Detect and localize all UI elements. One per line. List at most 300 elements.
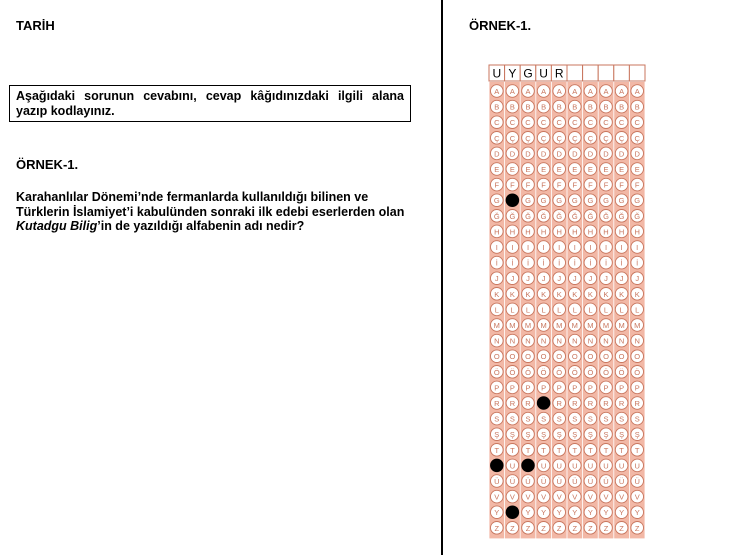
bubble-letter: Ğ	[587, 211, 594, 221]
instruction-box: Aşağıdaki sorunun cevabını, cevap kâğıdınızdaki ilgili alana yazıp kodlayınız.	[9, 85, 411, 122]
bubble-letter: L	[588, 305, 593, 315]
filled-bubble[interactable]	[522, 459, 535, 472]
bubble-letter: Ğ	[540, 211, 547, 221]
bubble-letter: Ğ	[618, 211, 625, 221]
bubble-letter: Y	[572, 508, 578, 518]
bubble-letter: İ	[636, 258, 639, 268]
bubble-letter: Ö	[618, 367, 625, 377]
bubble-letter: Y	[619, 508, 625, 518]
answer-grid	[443, 0, 734, 555]
bubble-letter: O	[493, 352, 500, 362]
bubble-letter: E	[572, 165, 578, 174]
bubble-letter: R	[603, 399, 609, 408]
bubble-letter: P	[509, 383, 515, 393]
bubble-letter: O	[603, 352, 609, 362]
bubble-letter: J	[541, 274, 546, 284]
question-text-start: Karahanlılar Dönemi’nde fermanlarda kullanıldığı bilinen ve Türklerin İslamiyet’i kabulünden sonraki ilk edebi eserlerden olan	[16, 190, 405, 219]
bubble-letter: Ü	[603, 477, 609, 486]
bubble-letter: Ö	[493, 367, 500, 377]
bubble-letter: P	[603, 383, 609, 393]
bubble-letter: F	[556, 180, 562, 190]
bubble-letter: K	[509, 289, 515, 299]
bubble-letter: B	[572, 102, 578, 112]
bubble-letter: R	[509, 399, 516, 408]
bubble-letter: L	[525, 305, 531, 315]
bubble-letter: U	[572, 461, 578, 471]
bubble-letter: C	[525, 118, 531, 128]
bubble-letter: Z	[556, 523, 562, 533]
bubble-letter: P	[556, 383, 562, 393]
bubble-letter: D	[494, 149, 500, 159]
bubble-letter: Ç	[509, 133, 516, 143]
bubble-letter: N	[509, 336, 516, 346]
bubble-letter: N	[494, 336, 500, 346]
bubble-letter: D	[525, 149, 531, 159]
bubble-letter: J	[572, 274, 577, 284]
bubble-letter: O	[525, 352, 531, 362]
answer-box-letter: U	[492, 66, 502, 81]
bubble-letter: I	[604, 243, 608, 252]
bubble-letter: Ö	[525, 367, 531, 377]
bubble-letter: Ğ	[525, 211, 531, 221]
bubble-letter: C	[587, 118, 594, 128]
bubble-letter: Y	[556, 508, 562, 518]
bubble-letter: R	[618, 399, 625, 408]
bubble-letter: C	[572, 118, 578, 128]
bubble-letter: C	[556, 118, 562, 128]
bubble-letter: L	[603, 305, 609, 315]
bubble-letter: Ş	[587, 430, 593, 440]
bubble-letter: G	[525, 196, 531, 206]
bubble-letter: İ	[526, 258, 530, 268]
bubble-letter: N	[603, 336, 609, 346]
bubble-letter: M	[556, 321, 563, 330]
question-text	[16, 190, 416, 234]
bubble-letter: P	[541, 383, 547, 393]
bubble-letter: Ü	[509, 477, 516, 486]
bubble-letter: Ü	[525, 477, 531, 486]
bubble-letter: M	[571, 321, 578, 330]
bubble-letter: V	[587, 492, 593, 502]
bubble-letter: Ş	[509, 430, 515, 440]
bubble-letter: F	[603, 180, 609, 190]
bubble-letter: D	[587, 149, 594, 159]
bubble-letter: Z	[588, 523, 593, 533]
answer-box-letter: G	[523, 66, 533, 81]
bubble-letter: Ş	[494, 430, 500, 440]
bubble-letter: Ç	[603, 133, 609, 143]
bubble-letter: U	[556, 461, 562, 471]
bubble-letter: S	[541, 414, 547, 424]
bubble-letter: P	[619, 383, 625, 393]
bubble-letter: Ö	[634, 367, 641, 377]
bubble-letter: K	[634, 289, 640, 299]
bubble-letter: G	[540, 196, 547, 206]
answer-box	[614, 65, 630, 81]
bubble-letter: B	[509, 102, 515, 112]
bubble-letter: Ö	[571, 367, 578, 377]
bubble-letter: N	[587, 336, 594, 346]
bubble-letter: K	[525, 289, 531, 299]
answer-box-letter: Y	[508, 66, 517, 81]
bubble-letter: Ü	[587, 477, 594, 486]
bubble-letter: B	[494, 102, 500, 112]
bubble-letter: A	[556, 87, 562, 96]
bubble-letter: G	[618, 196, 625, 206]
bubble-letter: S	[525, 414, 531, 424]
bubble-letter: O	[587, 352, 594, 362]
filled-bubble[interactable]	[537, 397, 550, 410]
bubble-letter: T	[494, 445, 500, 455]
bubble-letter: T	[588, 445, 593, 455]
bubble-letter: V	[603, 492, 609, 502]
bubble-letter: Ü	[494, 477, 500, 486]
bubble-letter: P	[587, 383, 593, 393]
bubble-letter: R	[556, 399, 562, 408]
bubble-letter: I	[573, 243, 576, 252]
bubble-letter: G	[587, 196, 594, 206]
bubble-letter: V	[556, 492, 562, 502]
bubble-letter: P	[634, 383, 640, 393]
bubble-letter: T	[619, 445, 624, 455]
bubble-letter: A	[603, 87, 609, 96]
bubble-letter: L	[635, 305, 640, 315]
bubble-letter: Z	[572, 523, 578, 533]
bubble-letter: C	[618, 118, 625, 128]
bubble-letter: S	[587, 414, 593, 424]
bubble-letter: Z	[510, 523, 515, 533]
bubble-letter: Z	[603, 523, 609, 533]
bubble-letter: C	[603, 118, 609, 128]
example-title-left: ÖRNEK-1.	[16, 157, 79, 172]
bubble-letter: N	[525, 336, 531, 346]
bubble-letter: L	[494, 305, 499, 315]
bubble-letter: G	[556, 196, 563, 206]
bubble-letter: M	[540, 321, 547, 330]
bubble-letter: K	[603, 289, 609, 299]
answer-box	[567, 65, 583, 81]
bubble-letter: M	[602, 321, 610, 330]
bubble-letter: J	[604, 274, 608, 284]
bubble-letter: İ	[558, 258, 561, 268]
bubble-letter: M	[634, 321, 641, 330]
bubble-letter: J	[526, 274, 530, 284]
bubble-letter: T	[541, 445, 546, 455]
bubble-letter: Ğ	[493, 211, 500, 221]
bubble-letter: Ç	[494, 133, 500, 143]
bubble-letter: E	[525, 165, 531, 174]
bubble-letter: İ	[495, 258, 498, 268]
subject-title: TARİH	[16, 18, 55, 33]
bubble-letter: K	[556, 289, 562, 299]
bubble-letter: S	[556, 414, 562, 424]
bubble-letter: N	[618, 336, 625, 346]
bubble-letter: V	[634, 492, 640, 502]
bubble-letter: H	[603, 227, 609, 237]
bubble-letter: İ	[620, 258, 623, 268]
bubble-letter: S	[619, 414, 625, 424]
bubble-letter: E	[509, 165, 515, 174]
bubble-letter: Y	[525, 508, 531, 518]
bubble-letter: M	[493, 321, 500, 330]
bubble-letter: O	[556, 352, 563, 362]
bubble-letter: J	[494, 274, 499, 284]
bubble-letter: Ö	[540, 367, 547, 377]
bubble-letter: H	[556, 227, 562, 237]
bubble-letter: K	[572, 289, 578, 299]
bubble-letter: H	[572, 227, 578, 237]
answer-box	[629, 65, 645, 81]
bubble-letter: F	[510, 180, 515, 190]
bubble-letter: P	[572, 383, 578, 393]
bubble-letter: R	[494, 399, 500, 408]
bubble-letter: D	[634, 149, 640, 159]
bubble-letter: I	[526, 243, 530, 252]
bubble-letter: O	[540, 352, 547, 362]
bubble-letter: T	[556, 445, 562, 455]
bubble-letter: M	[524, 321, 532, 330]
bubble-letter: J	[510, 274, 515, 284]
bubble-letter: Ö	[587, 367, 594, 377]
bubble-letter: Y	[587, 508, 593, 518]
bubble-letter: Ç	[525, 133, 531, 143]
answer-box	[598, 65, 614, 81]
bubble-letter: Y	[634, 508, 640, 518]
bubble-letter: M	[618, 321, 625, 330]
bubble-letter: D	[572, 149, 578, 159]
bubble-letter: Y	[541, 508, 547, 518]
bubble-letter: H	[618, 227, 625, 237]
bubble-letter: T	[525, 445, 531, 455]
bubble-letter: E	[603, 165, 609, 174]
bubble-letter: Ö	[509, 367, 516, 377]
bubble-letter: S	[603, 414, 609, 424]
bubble-letter: E	[541, 165, 547, 174]
bubble-letter: S	[494, 414, 500, 424]
bubble-letter: Y	[494, 508, 500, 518]
bubble-letter: F	[494, 180, 500, 190]
bubble-letter: Ü	[572, 477, 578, 486]
bubble-letter: Ğ	[634, 211, 641, 221]
bubble-letter: R	[587, 399, 594, 408]
bubble-letter: H	[540, 227, 547, 237]
filled-bubble[interactable]	[506, 194, 519, 207]
bubble-letter: D	[540, 149, 547, 159]
bubble-letter: I	[511, 243, 514, 252]
bubble-letter: J	[635, 274, 640, 284]
bubble-letter: E	[587, 165, 593, 174]
bubble-letter: F	[588, 180, 593, 190]
bubble-letter: H	[494, 227, 500, 237]
bubble-letter: F	[634, 180, 640, 190]
bubble-letter: İ	[511, 258, 514, 268]
bubble-letter: E	[634, 165, 640, 174]
bubble-letter: Ğ	[603, 211, 609, 221]
bubble-letter: J	[588, 274, 593, 284]
bubble-letter: C	[634, 118, 640, 128]
bubble-letter: J	[619, 274, 624, 284]
bubble-letter: Z	[541, 523, 546, 533]
bubble-letter: I	[636, 243, 639, 252]
bubble-letter: H	[587, 227, 594, 237]
bubble-letter: İ	[589, 258, 592, 268]
bubble-letter: U	[509, 461, 516, 471]
bubble-letter: Ö	[603, 367, 609, 377]
bubble-letter: N	[572, 336, 578, 346]
bubble-letter: A	[525, 87, 531, 96]
filled-bubble[interactable]	[506, 506, 519, 519]
bubble-letter: F	[525, 180, 531, 190]
bubble-letter: D	[509, 149, 516, 159]
bubble-letter: İ	[573, 258, 576, 268]
bubble-letter: A	[509, 87, 515, 96]
bubble-letter: Ü	[618, 477, 625, 486]
bubble-letter: G	[571, 196, 578, 206]
bubble-letter: R	[572, 399, 578, 408]
answer-box-letter: R	[554, 66, 564, 81]
bubble-letter: Ç	[618, 133, 625, 143]
bubble-letter: Ü	[540, 477, 547, 486]
bubble-letter: C	[494, 118, 500, 128]
bubble-letter: D	[603, 149, 609, 159]
bubble-letter: K	[619, 289, 625, 299]
bubble-letter: U	[587, 461, 594, 471]
bubble-letter: T	[510, 445, 515, 455]
bubble-letter: Z	[494, 523, 500, 533]
bubble-letter: A	[587, 87, 593, 96]
bubble-letter: T	[572, 445, 578, 455]
bubble-letter: C	[509, 118, 516, 128]
bubble-letter: B	[525, 102, 531, 112]
bubble-letter: G	[493, 196, 500, 206]
bubble-letter: Z	[634, 523, 640, 533]
bubble-letter: U	[618, 461, 625, 471]
bubble-letter: E	[556, 165, 562, 174]
bubble-letter: Ç	[540, 133, 547, 143]
bubble-letter: N	[556, 336, 562, 346]
bubble-letter: I	[589, 243, 592, 252]
bubble-letter: O	[634, 352, 641, 362]
book-title: Kutadgu Bilig	[16, 219, 98, 233]
bubble-letter: N	[540, 336, 547, 346]
bubble-letter: Ü	[556, 477, 562, 486]
bubble-letter: V	[619, 492, 625, 502]
bubble-letter: G	[603, 196, 609, 206]
bubble-letter: Z	[525, 523, 531, 533]
bubble-letter: L	[510, 305, 515, 315]
bubble-letter: K	[541, 289, 547, 299]
bubble-letter: U	[634, 461, 640, 471]
bubble-letter: I	[542, 243, 545, 252]
bubble-letter: F	[572, 180, 578, 190]
bubble-letter: N	[634, 336, 640, 346]
bubble-letter: Ş	[572, 430, 578, 440]
bubble-letter: G	[634, 196, 641, 206]
bubble-letter: Z	[619, 523, 624, 533]
bubble-letter: Ş	[603, 430, 609, 440]
bubble-letter: E	[494, 165, 500, 174]
bubble-letter: Ğ	[556, 211, 563, 221]
question-text-end: ’in de yazıldığı alfabenin adı nedir?	[97, 219, 305, 233]
bubble-letter: Ğ	[509, 211, 516, 221]
bubble-letter: M	[587, 321, 594, 330]
bubble-letter: Ğ	[571, 211, 578, 221]
bubble-letter: B	[587, 102, 593, 112]
bubble-letter: L	[619, 305, 624, 315]
filled-bubble[interactable]	[491, 459, 504, 472]
bubble-letter: M	[509, 321, 516, 330]
bubble-letter: İ	[542, 258, 545, 268]
bubble-letter: F	[619, 180, 624, 190]
bubble-letter: D	[618, 149, 625, 159]
bubble-letter: L	[572, 305, 577, 315]
bubble-letter: Ş	[634, 430, 640, 440]
bubble-letter: A	[541, 87, 547, 96]
bubble-letter: B	[634, 102, 640, 112]
bubble-letter: R	[525, 399, 531, 408]
bubble-letter: I	[558, 243, 561, 252]
bubble-letter: Y	[603, 508, 609, 518]
bubble-letter: S	[634, 414, 640, 424]
bubble-letter: Ü	[634, 477, 640, 486]
bubble-letter: Ş	[619, 430, 625, 440]
example-title-right: ÖRNEK-1.	[469, 18, 532, 33]
bubble-letter: L	[541, 305, 546, 315]
bubble-letter: H	[525, 227, 531, 237]
bubble-letter: Ş	[541, 430, 547, 440]
bubble-letter: B	[556, 102, 562, 112]
bubble-letter: V	[541, 492, 547, 502]
bubble-letter: V	[494, 492, 500, 502]
bubble-letter: U	[603, 461, 609, 471]
bubble-letter: A	[619, 87, 625, 96]
bubble-letter: B	[619, 102, 625, 112]
bubble-letter: Ç	[634, 133, 640, 143]
bubble-letter: F	[541, 180, 546, 190]
bubble-letter: Ç	[587, 133, 594, 143]
bubble-letter: L	[557, 305, 562, 315]
bubble-letter: K	[494, 289, 500, 299]
bubble-letter: A	[494, 87, 500, 96]
bubble-letter: B	[541, 102, 547, 112]
bubble-letter: Ş	[525, 430, 531, 440]
bubble-letter: D	[556, 149, 562, 159]
bubble-letter: B	[603, 102, 609, 112]
bubble-letter: P	[525, 383, 531, 393]
bubble-letter: U	[540, 461, 547, 471]
bubble-letter: E	[619, 165, 625, 174]
bubble-letter: T	[634, 445, 640, 455]
answer-box-letter: U	[539, 66, 548, 81]
bubble-letter: Ş	[556, 430, 562, 440]
bubble-letter: H	[634, 227, 640, 237]
bubble-letter: V	[525, 492, 531, 502]
bubble-letter: Ç	[572, 133, 578, 143]
bubble-letter: O	[571, 352, 578, 362]
bubble-letter: O	[509, 352, 516, 362]
bubble-letter: K	[587, 289, 593, 299]
bubble-letter: V	[509, 492, 515, 502]
bubble-letter: T	[603, 445, 609, 455]
answer-box	[583, 65, 599, 81]
bubble-letter: C	[540, 118, 547, 128]
bubble-letter: O	[618, 352, 625, 362]
bubble-letter: I	[620, 243, 623, 252]
bubble-letter: S	[572, 414, 578, 424]
bubble-letter: R	[634, 399, 640, 408]
bubble-letter: H	[509, 227, 516, 237]
bubble-letter: P	[494, 383, 500, 393]
